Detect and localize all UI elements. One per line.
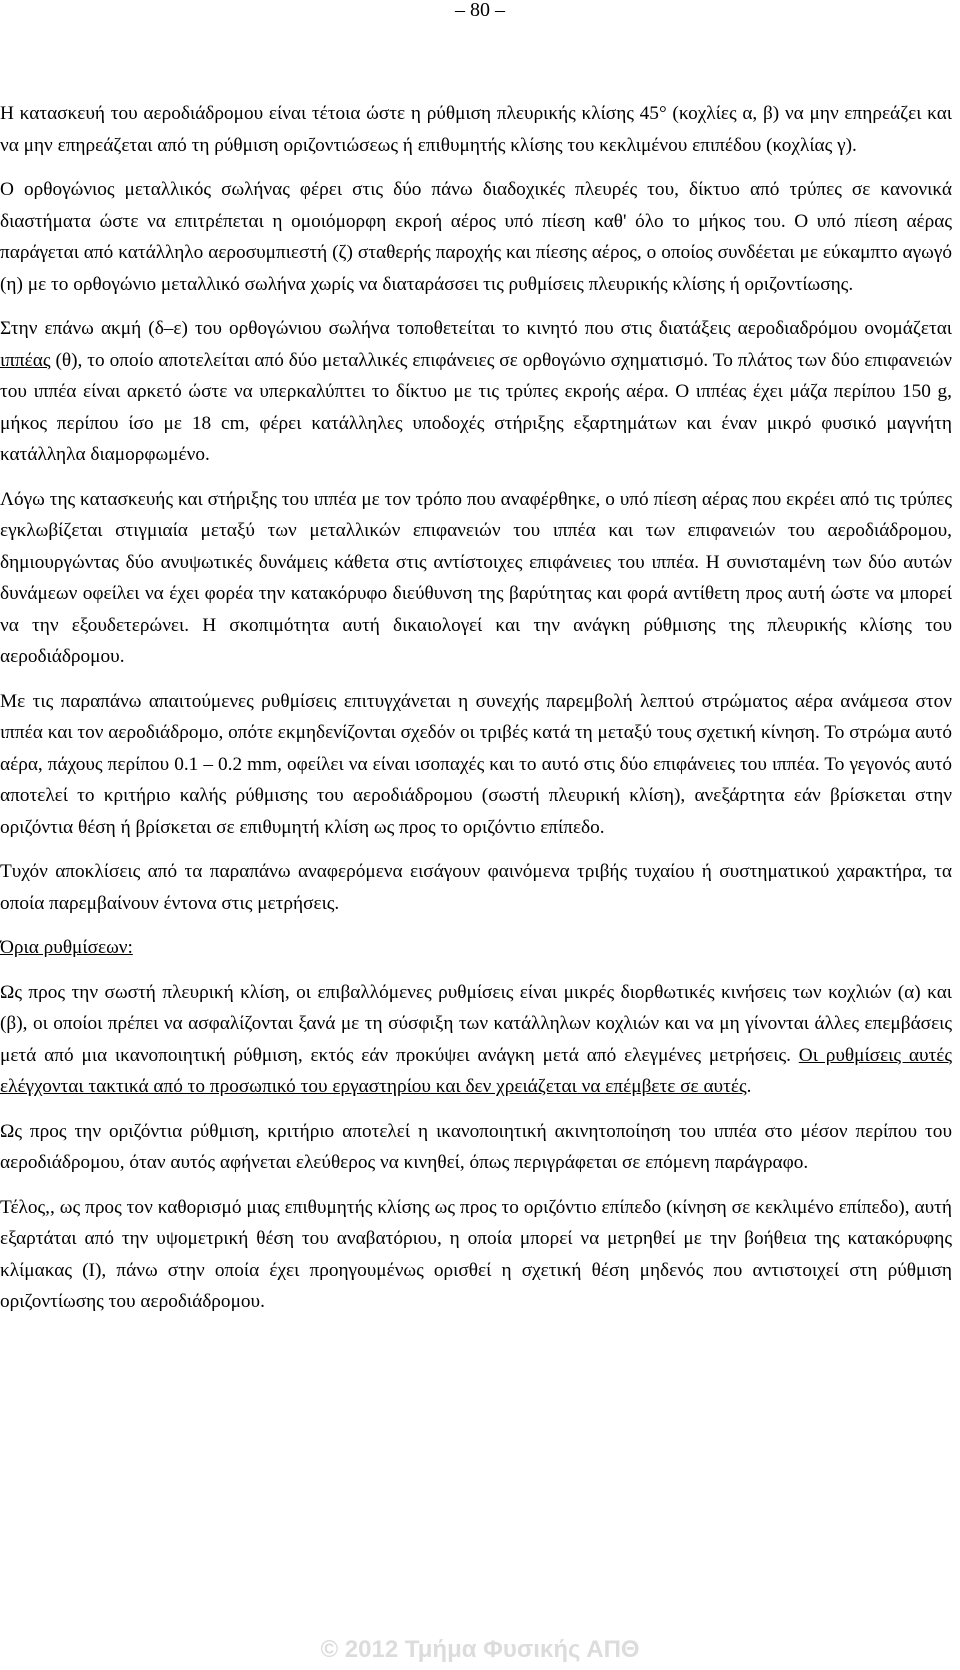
- rider-text-a: Στην επάνω ακμή (δ–ε) του ορθογώνιου σωλήνα τοποθετείται το κινητό που στις διατάξεις αεροδιαδρόμου ονομάζεται: [0, 318, 952, 339]
- page-number: – 80 –: [455, 0, 505, 21]
- paragraph-deviations: Τυχόν αποκλίσεις από τα παραπάνω αναφερόμενα εισάγουν φαινόμενα τριβής τυχαίου ή συστηματικού χαρακτήρα, τα οποία παρεμβαίνουν έντονα στις μετρήσεις.: [0, 861, 952, 914]
- lateral-tilt-note: Οι ρυθμίσεις αυτές ελέγχονται τακτικά από το προσωπικό του εργαστηρίου και δεν χρειάζεται να επέμβετε σε αυτές: [0, 1044, 952, 1097]
- section-heading-text: Όρια ρυθμίσεων:: [0, 937, 133, 958]
- paragraph-lateral-tilt: [0, 977, 952, 1103]
- paragraph-horizontal: Ως προς την οριζόντια ρύθμιση, κριτήριο αποτελεί η ικανοποιητική ακινητοποίηση του ιππέα στο μέσον περίπου του αεροδιάδρομου, όταν αυτός αφήνεται ελεύθερος να κινηθεί, όπως περιγράφεται σε επόμενη παράγραφο.: [0, 1120, 952, 1173]
- lateral-tilt-text-b: .: [746, 1076, 752, 1097]
- paragraph-rider: [0, 313, 952, 471]
- lateral-tilt-text-a: Ως προς την σωστή πλευρική κλίση, οι επιβαλλόμενες ρυθμίσεις είναι μικρές διορθωτικές κινήσεις των κοχλιών (α) και (β), οι οποίοι πρέπει να ασφαλίζονται ξανά με τη σύσφιξη των κατάλληλων κοχλιών και να μη γίνονται άλλες επεμβάσεις μετά από μια ικανοποιητική ρύθμιση, εκτός εάν προκύψει ανάγκη μετά από ελεγμένες μετρήσεις.: [0, 981, 952, 1066]
- rider-term: ιππέας: [0, 349, 51, 371]
- paragraph-air-layer: Με τις παραπάνω απαιτούμενες ρυθμίσεις επιτυγχάνεται η συνεχής παρεμβολή λεπτού στρώματος αέρα ανάμεσα στον ιππέα και τον αεροδιάδρομο, οπότε εκμηδενίζονται σχεδόν οι τριβές κατά τη μεταξύ τους σχετική κίνηση. Το στρώμα αυτό αέρα, πάχους περίπου 0.1 – 0.2 mm, οφείλει να είναι ισοπαχές και το αυτό στις δύο επιφάνειες του ιππέα. Το γεγονός αυτό αποτελεί το κριτήριο καλής ρύθμισης του αεροδιάδρομου (σωστή πλευρική κλίση), ανεξάρτητα εάν βρίσκεται στην οριζόντια θέση ή βρίσκεται σε επιθυμητή κλίση ως προς το οριζόντιο επίπεδο.: [0, 690, 952, 838]
- section-heading: [0, 932, 952, 964]
- rider-text-b: (θ), το οποίο αποτελείται από δύο μεταλλικές επιφάνειες σε ορθογώνιο σχηματισμό. Το πλάτος των δύο επιφανειών του ιππέα είναι αρκετό ώστε να υπερκαλύπτει το δίκτυο με τις τρύπες εκροής αέρα. Ο ιππέας έχει μάζα περίπου 150 g, μήκος περίπου ίσο με 18 cm, φέρει κατάλληλες υποδοχές στήριξης εξαρτημάτων και έναν μικρό φυσικό μαγνήτη κατάλληλα διαμορφωμένο.: [0, 349, 952, 465]
- paragraph-intro: Η κατασκευή του αεροδιάδρομου είναι τέτοια ώστε η ρύθμιση πλευρικής κλίσης 45° (κοχλίες α, β) να μην επηρεάζει και να μην επηρεάζεται από τη ρύθμιση οριζοντιώσεως ή επιθυμητής κλίσης του κεκλιμένου επιπέδου (κοχλίας γ).: [0, 103, 952, 156]
- footer-copyright: © 2012 Τμήμα Φυσικής ΑΠΘ: [320, 1636, 640, 1663]
- paragraph-forces: Λόγω της κατασκευής και στήριξης του ιππέα με τον τρόπο που αναφέρθηκε, ο υπό πίεση αέρας που εκρέει από τις τρύπες εγκλωβίζεται στιγμιαία μεταξύ των μεταλλικών επιφανειών του ιππέα και των επιφανειών του αεροδιάδρομου, δημιουργώντας δύο ανυψωτικές δυνάμεις κάθετα στις αντίστοιχες επιφάνειες του ιππέα. Η συνισταμένη των δύο αυτών δυνάμεων οφείλει να έχει φορέα την κατακόρυφο διεύθυνση της βαρύτητας και φορά αντίθετη προς αυτή ώστε να μπορεί να την εξουδετερώνει. Η σκοπιμότητα αυτή δικαιολογεί και την ανάγκη ρύθμισης της πλευρικής κλίσης του αεροδιάδρομου.: [0, 488, 952, 667]
- document-body: [0, 98, 952, 1331]
- paragraph-air-tube: Ο ορθογώνιος μεταλλικός σωλήνας φέρει στις δύο πάνω διαδοχικές πλευρές του, δίκτυο από τρύπες σε κανονικά διαστήματα ώστε να επιτρέπεται η ομοιόμορφη εκροή αέρος υπό πίεση καθ' όλο το μήκος του. Ο υπό πίεση αέρας παράγεται από κατάλληλο αεροσυμπιεστή (ζ) σταθερής παροχής και πίεσης αέρος, ο οποίος συνδέεται με εύκαμπτο αγωγό (η) με το ορθογώνιο μεταλλικό σωλήνα χωρίς να διαταράσσει τις ρυθμίσεις πλευρικής κλίσης ή οριζοντίωσης.: [0, 179, 952, 295]
- paragraph-inclination: Τέλος,, ως προς τον καθορισμό μιας επιθυμητής κλίσης ως προς το οριζόντιο επίπεδο (κίνηση σε κεκλιμένο επίπεδο), αυτή εξαρτάται από την υψομετρική θέση του αναβατόριου, η οποία μπορεί να μετρηθεί με την βοήθεια της κατακόρυφης κλίμακας (Ι), πάνω στην οποία έχει προηγουμένως ορισθεί η σχετική θέση μηδενός που αντιστοιχεί στη ρύθμιση οριζοντίωσης του αεροδιάδρομου.: [0, 1196, 952, 1312]
